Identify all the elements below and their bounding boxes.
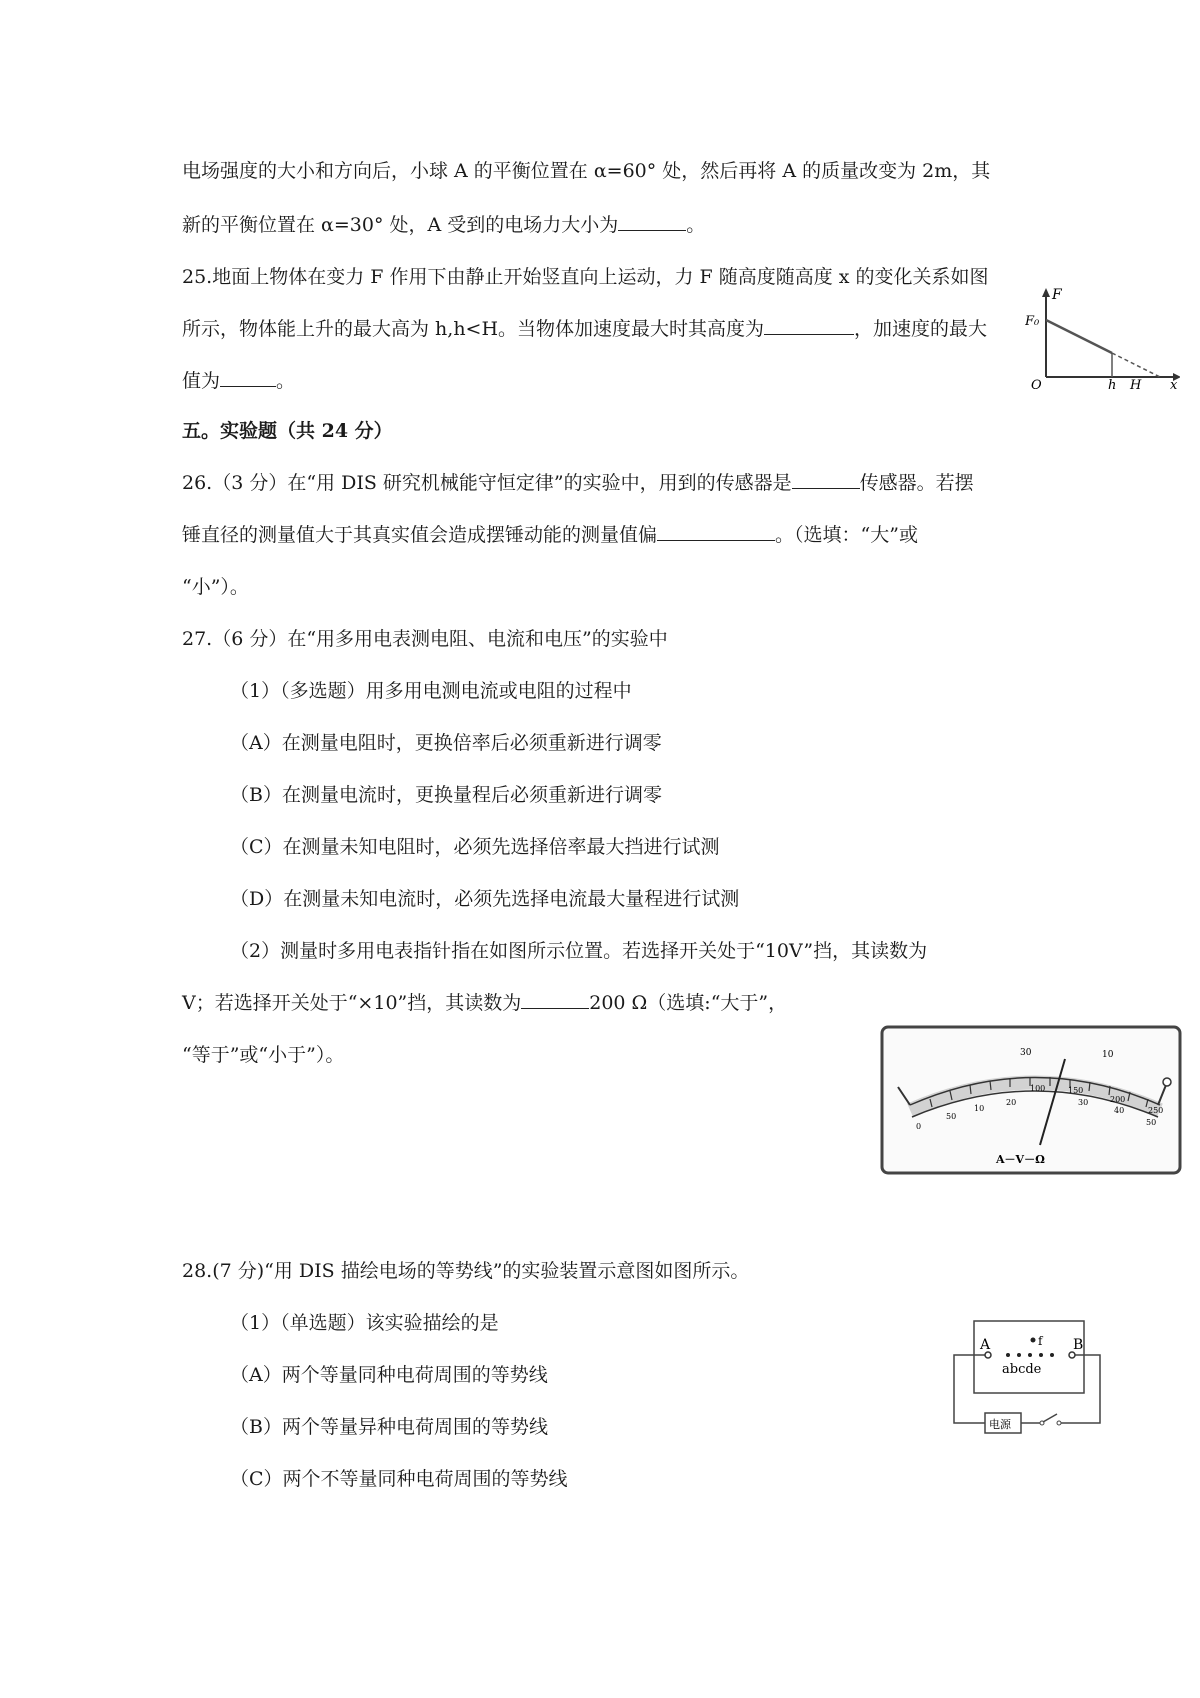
q26-sensor-blank[interactable] <box>792 470 860 489</box>
point-f <box>1031 1338 1036 1343</box>
q27-sub1: （1）（多选题）用多用电测电流或电阻的过程中 <box>230 680 632 702</box>
switch-contact <box>1057 1421 1061 1425</box>
meter-ohm-label-200: 200 <box>1110 1095 1126 1104</box>
meter-dc-label-20: 20 <box>1006 1098 1017 1107</box>
q25-line2 <box>182 316 987 342</box>
q27-resistance-blank[interactable] <box>521 990 589 1009</box>
q27-sub2-line2 <box>182 990 787 1016</box>
q28-option-c[interactable]: （C）两个不等量同种电荷周围的等势线 <box>230 1468 568 1490</box>
q25-line2-end: ，加速度的最大 <box>854 318 988 340</box>
q27-sub2-end: 200 Ω（选填:“大于”， <box>589 992 788 1014</box>
meter-dc-label-50: 50 <box>946 1112 957 1121</box>
q26-line1 <box>182 470 974 496</box>
q27-option-c[interactable]: （C）在测量未知电阻时，必须先选择倍率最大挡进行试测 <box>230 836 720 858</box>
meter-ohm-label-150: 150 <box>1068 1086 1084 1095</box>
q27-sub2-line1: （2）测量时多用电表指针指在如图所示位置。若选择开关处于“10V”挡，其读数为 <box>230 940 928 962</box>
meter-top-label-10: 10 <box>1102 1050 1114 1060</box>
q27-sub2-line3: “等于”或“小于”）。 <box>182 1044 345 1066</box>
q27-option-d[interactable]: （D）在测量未知电流时，必须先选择电流最大量程进行试测 <box>230 888 740 910</box>
q26-line2-text: 锤直径的测量值大于其真实值会造成摆锤动能的测量值偏 <box>182 524 658 546</box>
power-source-label: 电源 <box>989 1418 1011 1431</box>
q27-stem: 27.（6 分）在“用多用电表测电阻、电流和电压”的实验中 <box>182 628 668 650</box>
meter-ohm-label-100: 100 <box>1030 1084 1046 1093</box>
q24-answer-blank[interactable] <box>618 212 686 231</box>
graph-label-x: x <box>1170 378 1178 390</box>
q25-line2-text: 所示，物体能上升的最大高为 h,h<H。当物体加速度最大时其高度为 <box>182 318 765 340</box>
q24-line1: 电场强度的大小和方向后，小球 A 的平衡位置在 α=60° 处，然后再将 A 的质量改变为 2m，其 <box>182 160 991 182</box>
q24-line2 <box>182 212 705 238</box>
meter-dc-label-50-end: 50 <box>1146 1118 1157 1127</box>
graph-label-F0: F₀ <box>1025 314 1040 329</box>
meter-ohm-label-250: 250 <box>1148 1106 1164 1115</box>
section-heading: 五。实验题（共 24 分） <box>182 420 393 442</box>
meter-dc-label-10: 10 <box>974 1104 985 1113</box>
q25-line1: 25.地面上物体在变力 F 作用下由静止开始竖直向上运动，力 F 随高度随高度 x 的变化关系如图 <box>182 266 989 288</box>
meter-dc-label-40: 40 <box>1114 1106 1125 1115</box>
graph-label-origin: O <box>1031 378 1042 390</box>
meter-dc-label-30: 30 <box>1078 1098 1089 1107</box>
q26-line3: “小”）。 <box>182 576 249 598</box>
q25-line3-end: 。 <box>276 370 296 392</box>
q28-option-b[interactable]: （B）两个等量异种电荷周围的等势线 <box>230 1416 548 1438</box>
q25-line3 <box>182 368 295 394</box>
q25-line3-text: 值为 <box>182 370 221 392</box>
q26-line2 <box>182 522 918 548</box>
q25-accel-blank[interactable] <box>220 368 276 387</box>
graph-label-h: h <box>1108 378 1117 390</box>
electrode-b-label: B <box>1073 1337 1084 1353</box>
q28-option-a[interactable]: （A）两个等量同种电荷周围的等势线 <box>230 1364 548 1386</box>
q24-line2-text: 新的平衡位置在 α=30° 处，A 受到的电场力大小为 <box>182 214 619 236</box>
q27-option-a[interactable]: （A）在测量电阻时，更换倍率后必须重新进行调零 <box>230 732 662 754</box>
q27-option-b[interactable]: （B）在测量电流时，更换量程后必须重新进行调零 <box>230 784 662 806</box>
equipotential-setup-diagram <box>950 1315 1110 1440</box>
graph-label-H: H <box>1130 378 1142 390</box>
meter-zero-screw <box>1163 1078 1171 1086</box>
electrode-a-label: A <box>980 1337 991 1353</box>
q26-line1-text: 26.（3 分）在“用 DIS 研究机械能守恒定律”的实验中，用到的传感器是 <box>182 472 792 494</box>
q25-height-blank[interactable] <box>764 316 854 335</box>
q24-line2-end: 。 <box>686 214 706 236</box>
q27-sub2-text: V；若选择开关处于“×10”挡，其读数为 <box>182 992 522 1014</box>
graph-y-arrow <box>1042 288 1050 297</box>
switch-lever <box>1043 1414 1057 1422</box>
graph-force-line <box>1046 320 1112 353</box>
graph-label-F: F <box>1052 287 1062 303</box>
multimeter-dial <box>870 1015 1190 1180</box>
q26-line2-end: 。（选填：“大”或 <box>775 524 918 546</box>
graph-force-extension <box>1112 353 1160 377</box>
meter-legend: A－V－Ω <box>996 1153 1045 1166</box>
q28-sub1: （1）（单选题）该实验描绘的是 <box>230 1312 499 1334</box>
meter-dc-label-0: 0 <box>916 1122 922 1131</box>
force-height-graph <box>1025 285 1180 390</box>
point-f-label: f <box>1038 1334 1043 1348</box>
meter-top-label-30: 30 <box>1020 1048 1032 1058</box>
q26-line1-end: 传感器。若摆 <box>859 472 974 494</box>
probe-points-label: abcde <box>1002 1362 1042 1377</box>
q26-bias-blank[interactable] <box>657 522 775 541</box>
q28-stem: 28.(7 分)“用 DIS 描绘电场的等势线”的实验装置示意图如图所示。 <box>182 1260 750 1282</box>
